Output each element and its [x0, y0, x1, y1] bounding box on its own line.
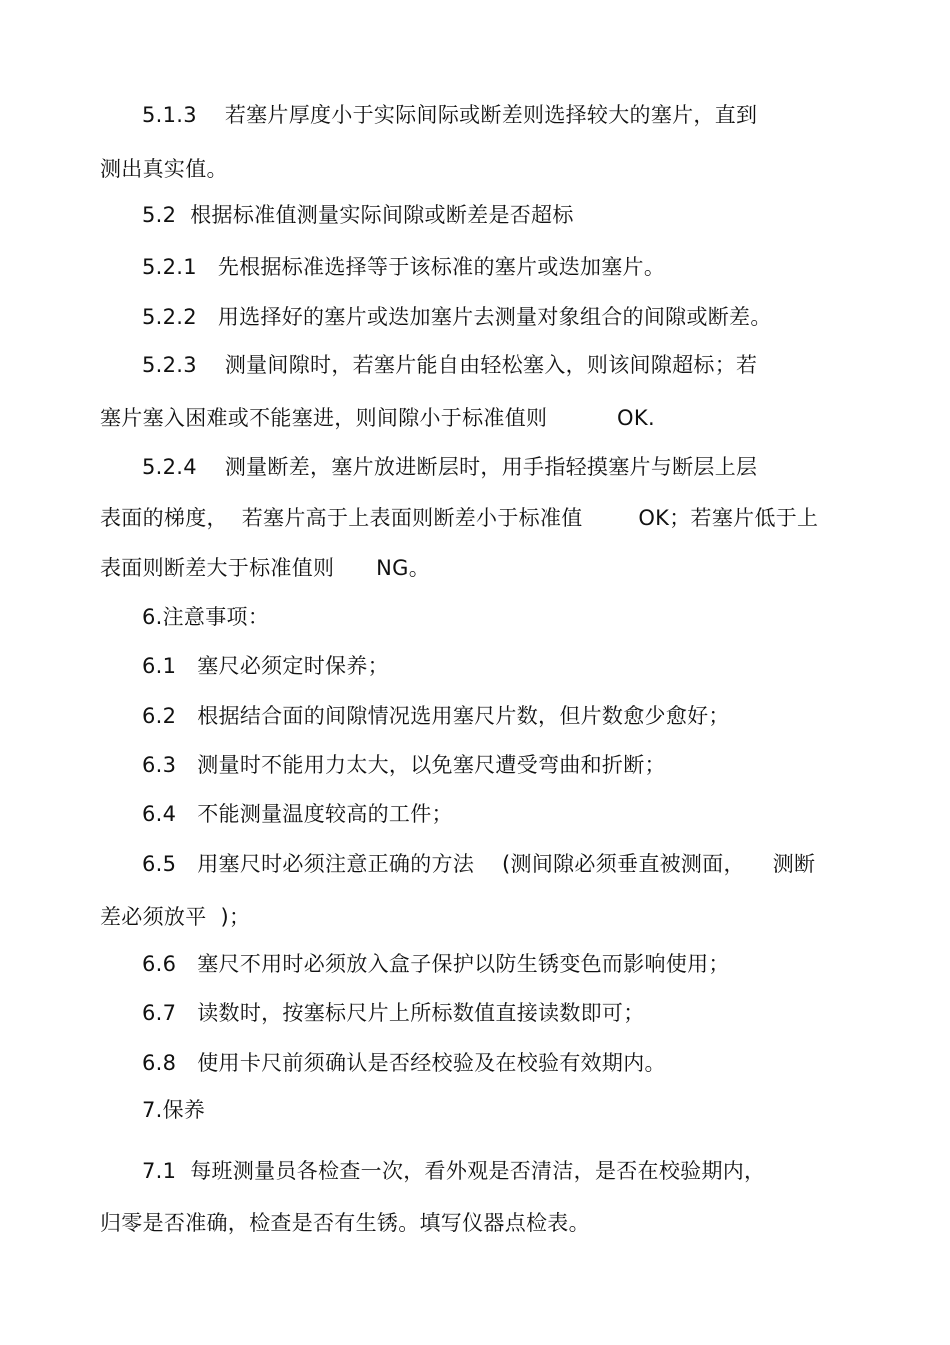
- text-line-6-2: 6.2 根据结合面的间隙情况选用塞尺片数，但片数愈少愈好；: [142, 704, 730, 728]
- text-line-6-7: 6.7 读数时，按塞标尺片上所标数值直接读数即可；: [142, 1001, 645, 1025]
- text-line-5-2-3-cont: 塞片塞入困难或不能塞进，则间隙小于标准值则 OK.: [100, 406, 655, 430]
- text-line-6-1: 6.1 塞尺必须定时保养；: [142, 654, 389, 678]
- text-line-5-2-4-cont-2: 表面则断差大于标准值则 NG。: [100, 556, 431, 580]
- text-line-6-3: 6.3 测量时不能用力太大，以免塞尺遭受弯曲和折断；: [142, 753, 666, 777]
- heading-6-notes: 6.注意事项：: [142, 605, 270, 629]
- heading-7-maintenance: 7.保养: [142, 1098, 206, 1122]
- text-line-6-5: 6.5 用塞尺时必须注意正确的方法 (测间隙必须垂直被测面， 测断: [142, 852, 816, 876]
- text-line-5-2-4: 5.2.4 测量断差，塞片放进断层时，用手指轻摸塞片与断层上层: [142, 455, 758, 479]
- text-line-7-1: 7.1 每班测量员各检查一次，看外观是否清洁，是否在校验期内，: [142, 1159, 766, 1183]
- text-line-7-1-cont: 归零是否准确，检查是否有生锈。填写仪器点检表。: [100, 1211, 590, 1235]
- text-line-5-2-1: 5.2.1 先根据标准选择等于该标准的塞片或迭加塞片。: [142, 255, 666, 279]
- text-line-6-6: 6.6 塞尺不用时必须放入盒子保护以防生锈变色而影响使用；: [142, 952, 730, 976]
- text-line-6-5-cont: 差必须放平 )；: [100, 905, 251, 929]
- text-line-6-4: 6.4 不能测量温度较高的工件；: [142, 802, 453, 826]
- text-line-5-1-3: 5.1.3 若塞片厚度小于实际间际或断差则选择较大的塞片，直到: [142, 103, 758, 127]
- text-line-6-8: 6.8 使用卡尺前须确认是否经校验及在校验有效期内。: [142, 1051, 666, 1075]
- text-line-5-2: 5.2 根据标准值测量实际间隙或断差是否超标: [142, 203, 574, 227]
- text-line-5-2-3: 5.2.3 测量间隙时，若塞片能自由轻松塞入，则该间隙超标；若: [142, 353, 758, 377]
- text-line-5-1-3-cont: 测出真实值。: [100, 157, 228, 181]
- text-line-5-2-4-cont-1: 表面的梯度， 若塞片高于上表面则断差小于标准值 OK；若塞片低于上: [100, 506, 819, 530]
- text-line-5-2-2: 5.2.2 用选择好的塞片或迭加塞片去测量对象组合的间隙或断差。: [142, 305, 772, 329]
